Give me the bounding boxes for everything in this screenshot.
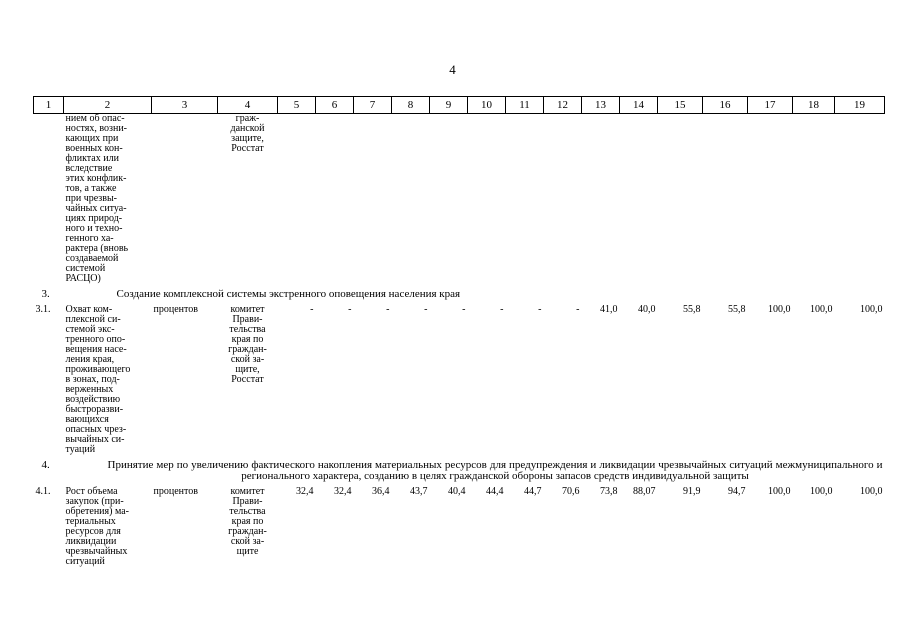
value-cell: 40,4 <box>448 486 466 497</box>
column-header: 18 <box>793 97 835 114</box>
value-cell: 94,7 <box>728 486 746 497</box>
section-title: Создание комплексной системы экстренного оповещения населения края <box>116 288 461 300</box>
section-number: 4. <box>41 459 50 471</box>
value-cell: - <box>500 304 504 315</box>
value-cell: 36,4 <box>372 486 390 497</box>
value-cell: 70,6 <box>562 486 580 497</box>
column-header: 12 <box>544 97 582 114</box>
responsible-text: комитет Прави- тельства края по граждан- ской за- щите, Росстат <box>228 304 267 385</box>
column-header: 4 <box>218 97 278 114</box>
value-cell: 41,0 <box>600 304 618 315</box>
indicators-table <box>33 96 885 567</box>
column-header: 5 <box>278 97 316 114</box>
column-header: 13 <box>582 97 620 114</box>
page-number: 4 <box>449 62 456 77</box>
value-cell: 32,4 <box>296 486 314 497</box>
value-cell: 55,8 <box>683 304 701 315</box>
column-header: 17 <box>748 97 793 114</box>
table-row <box>34 482 885 567</box>
value-cell: 55,8 <box>728 304 746 315</box>
responsible-text: комитет Прави- тельства края по граждан- ской за- щите <box>228 486 267 557</box>
unit-text: процентов <box>153 486 198 497</box>
value-cell: - <box>424 304 428 315</box>
column-header: 3 <box>152 97 218 114</box>
value-cell: 100,0 <box>860 486 883 497</box>
section-4-row <box>34 455 885 482</box>
indicator-text: Охват ком- плексной си- стемой экс- тренного опо- вещения насе- ления края, проживающего в зонах, под- верженных воздействию быстроразви- вающихся опасных чрез- вычайных си- туаций <box>65 304 131 455</box>
value-cell: 73,8 <box>600 486 618 497</box>
column-header: 10 <box>468 97 506 114</box>
value-cell: 100,0 <box>860 304 883 315</box>
column-header: 9 <box>430 97 468 114</box>
value-cell: - <box>348 304 352 315</box>
value-cell: 91,9 <box>683 486 701 497</box>
value-cell: 40,0 <box>638 304 656 315</box>
value-cell: 88,07 <box>633 486 656 497</box>
column-header: 8 <box>392 97 430 114</box>
table-row <box>34 300 885 455</box>
value-cell: - <box>462 304 466 315</box>
column-header: 11 <box>506 97 544 114</box>
column-header: 2 <box>64 97 152 114</box>
value-cell: - <box>310 304 314 315</box>
indicator-text: нием об опас- ностях, возни- кающих при военных кон- фликтах или вследствие этих конфлик- тов, а также при чрезвы- чайных ситуа- циях природ- ного и техно- генного ха- рактера (вновь создаваемой системой РАСЦО) <box>65 113 129 284</box>
value-cell: - <box>386 304 390 315</box>
column-header: 14 <box>620 97 658 114</box>
value-cell: 44,7 <box>524 486 542 497</box>
row-number: 4.1. <box>35 486 51 497</box>
column-header: 15 <box>658 97 703 114</box>
value-cell: 100,0 <box>768 304 791 315</box>
indicator-text: Рост объема закупок (при- обретения) ма- териальных ресурсов для ликвидации чрезвычайных ситуаций <box>65 486 129 567</box>
value-cell: 44,4 <box>486 486 504 497</box>
value-cell: - <box>576 304 580 315</box>
column-header: 16 <box>703 97 748 114</box>
column-header: 1 <box>34 97 64 114</box>
unit-text: процентов <box>153 304 198 315</box>
responsible-text: граж- данской защите, Росстат <box>230 113 265 154</box>
column-header: 7 <box>354 97 392 114</box>
row-number: 3.1. <box>35 304 51 315</box>
column-header: 19 <box>835 97 885 114</box>
value-cell: 100,0 <box>768 486 791 497</box>
section-3-row <box>34 284 885 300</box>
value-cell: 100,0 <box>810 304 833 315</box>
section-number: 3. <box>41 288 50 300</box>
value-cell: 100,0 <box>810 486 833 497</box>
column-header: 6 <box>316 97 354 114</box>
value-cell: 32,4 <box>334 486 352 497</box>
column-number-row <box>34 97 885 114</box>
value-cell: 43,7 <box>410 486 428 497</box>
continued-row <box>34 114 885 285</box>
value-cell: - <box>538 304 542 315</box>
section-title: Принятие мер по увеличению фактического накопления материальных ресурсов для предупреждения и ликвидации чрезвычайных ситуаций межмуниципального и регионального характера, созданию в целях гражданской обороны запасов средств индивидуальной защиты <box>107 459 883 482</box>
